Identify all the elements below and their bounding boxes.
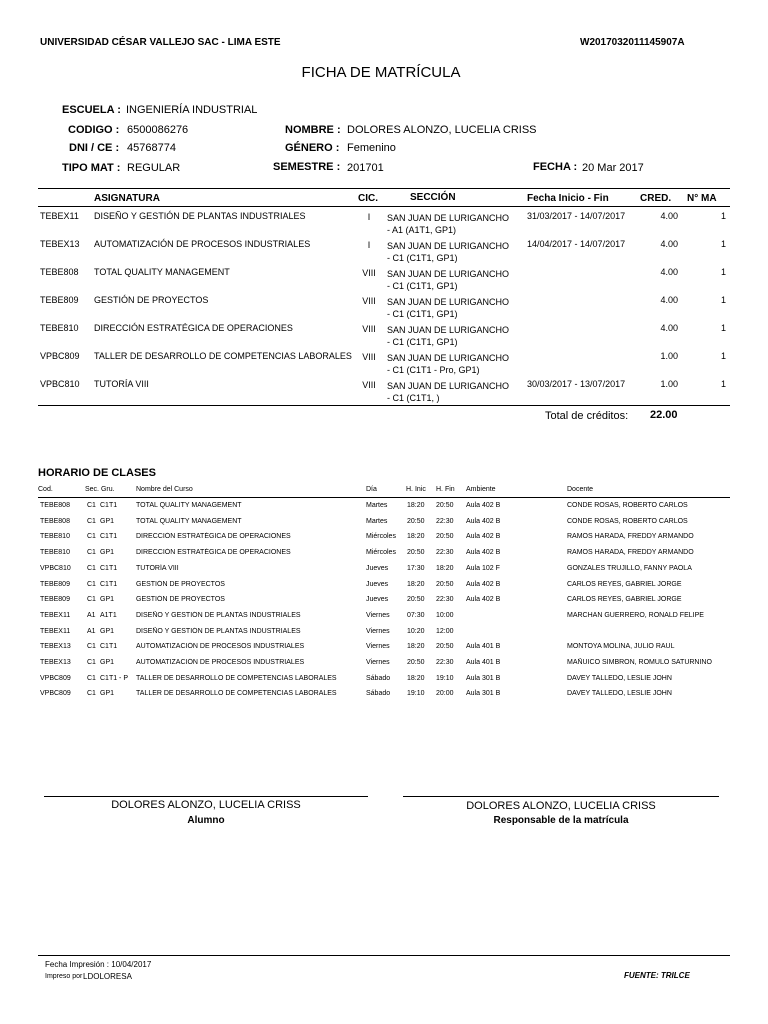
schedule-section: A1: [87, 627, 96, 635]
course-code: VPBC810: [40, 379, 80, 389]
schedule-section: C1: [87, 659, 96, 666]
schedule-day: Martes: [366, 517, 388, 525]
schedule-section: C1: [87, 580, 96, 588]
schedule-room: Aula 402 B: [466, 596, 501, 604]
schedule-group: C1T1: [100, 580, 118, 588]
course-nma: 1: [720, 239, 726, 249]
total-creditos-label: Total de créditos:: [545, 410, 629, 422]
course-section-detail: - C1 (C1T1, ): [387, 393, 440, 403]
schedule-group: GP1: [100, 659, 115, 666]
schedule-group: GP1: [100, 549, 115, 557]
schedule-start: 07:30: [407, 611, 425, 619]
schedule-section: C1: [87, 502, 96, 509]
schedule-section: C1: [87, 549, 96, 557]
table-bottom-rule: [38, 405, 730, 406]
tipo-mat-label: TIPO MAT :: [62, 162, 121, 174]
course-section-detail: - A1 (A1T1, GP1): [387, 225, 457, 235]
schedule-start: 20:50: [407, 659, 425, 666]
col-nma: N° MA: [687, 193, 717, 204]
schedule-day: Viernes: [366, 627, 390, 635]
schedule-course: TUTORÍA VIII: [136, 564, 179, 572]
genero-value: Femenino: [347, 142, 396, 154]
course-cic: VIII: [362, 352, 376, 362]
schedule-teacher: CARLOS REYES, GABRIEL JORGE: [567, 580, 682, 588]
schedule-day: Miércoles: [366, 533, 396, 541]
course-name: AUTOMATIZACIÓN DE PROCESOS INDUSTRIALES: [94, 239, 311, 249]
course-section: SAN JUAN DE LURIGANCHO: [387, 269, 510, 279]
schedule-course: DIRECCIÓN ESTRATÉGICA DE OPERACIONES: [136, 533, 291, 541]
schedule-end: 20:50: [436, 643, 454, 651]
course-credits: 4.00: [660, 295, 678, 305]
schedule-end: 18:20: [436, 564, 454, 572]
schedule-course: AUTOMATIZACIÓN DE PROCESOS INDUSTRIALES: [136, 643, 305, 651]
schedule-day: Miércoles: [366, 549, 396, 557]
schedule-course: DISEÑO Y GESTIÓN DE PLANTAS INDUSTRIALES: [136, 611, 301, 619]
schedule-teacher: MONTOYA MOLINA, JULIO RAUL: [567, 643, 675, 651]
schedule-section: A1: [87, 611, 96, 619]
schedule-teacher: RAMOS HARADA, FREDDY ARMANDO: [567, 533, 694, 541]
schedule-code: TEBEX11: [40, 611, 71, 619]
schedule-start: 18:20: [407, 502, 425, 509]
schedule-teacher: DAVEY TALLEDO, LESLIE JOHN: [567, 674, 672, 682]
schedule-start: 20:50: [407, 596, 425, 604]
schedule-end: 20:50: [436, 533, 454, 541]
schedule-room: Aula 301 B: [466, 690, 501, 698]
schedule-start: 18:20: [407, 674, 425, 682]
schedule-start: 10:20: [407, 627, 425, 635]
course-cic: I: [367, 240, 371, 250]
table-header-rule: [38, 206, 730, 207]
semestre-label: SEMESTRE :: [273, 161, 341, 173]
schedule-title: HORARIO DE CLASES: [38, 467, 156, 479]
escuela-label: ESCUELA :: [62, 104, 121, 116]
schedule-code: TEBE809: [40, 580, 70, 588]
institution-name: UNIVERSIDAD CÉSAR VALLEJO SAC - LIMA ESTE: [40, 37, 281, 48]
dni-value: 45768774: [127, 142, 176, 154]
course-cic: VIII: [362, 380, 376, 390]
course-credits: 4.00: [660, 211, 678, 221]
course-code: TEBEX11: [40, 211, 79, 221]
document-code: W2017032011145907A: [580, 37, 685, 48]
schedule-course: GESTIÓN DE PROYECTOS: [136, 596, 225, 604]
signature-left-name: DOLORES ALONZO, LUCELIA CRISS: [111, 799, 301, 811]
course-section-detail: - C1 (C1T1, GP1): [387, 337, 458, 347]
table-top-rule: [38, 188, 730, 189]
course-cic: VIII: [362, 296, 376, 306]
printed-by-label: Impreso por: [45, 973, 83, 980]
course-dates: 14/04/2017 - 14/07/2017: [527, 239, 626, 249]
course-nma: 1: [720, 323, 726, 333]
schedule-code: TEBEX13: [40, 659, 71, 666]
course-section-detail: - C1 (C1T1 - Pro, GP1): [387, 365, 480, 375]
schedule-room: Aula 401 B: [466, 643, 501, 651]
course-nma: 1: [720, 267, 726, 277]
schedule-course: DISEÑO Y GESTIÓN DE PLANTAS INDUSTRIALES: [136, 627, 301, 635]
fecha-value: 20 Mar 2017: [582, 162, 644, 174]
genero-label: GÉNERO :: [285, 142, 340, 154]
schedule-end: 22:30: [436, 596, 454, 604]
schedule-room: Aula 102 F: [466, 564, 500, 572]
col-asignatura: ASIGNATURA: [94, 193, 160, 204]
signature-right-name: DOLORES ALONZO, LUCELIA CRISS: [466, 800, 656, 812]
schedule-end: 12:00: [436, 627, 454, 635]
signature-line-left: [44, 796, 368, 797]
schedule-room: Aula 402 B: [466, 517, 501, 525]
schedule-teacher: CONDE ROSAS, ROBERTO CARLOS: [567, 517, 688, 525]
schedule-section: C1: [87, 517, 96, 525]
schedule-group: C1T1 - P: [100, 674, 129, 682]
schedule-course: AUTOMATIZACIÓN DE PROCESOS INDUSTRIALES: [136, 659, 305, 666]
schedule-day: Viernes: [366, 659, 390, 666]
schedule-room: Aula 402 B: [466, 580, 501, 588]
schedule-day: Jueves: [366, 580, 389, 588]
col-seccion: SECCIÓN: [410, 192, 456, 203]
schedule-teacher: MAÑUICO SIMBRON, ROMULO SATURNINO: [567, 659, 712, 666]
course-name: GESTIÓN DE PROYECTOS: [94, 295, 209, 305]
schedule-section: C1: [87, 564, 96, 572]
course-section-detail: - C1 (C1T1, GP1): [387, 309, 458, 319]
course-name: TOTAL QUALITY MANAGEMENT: [94, 267, 230, 277]
schedule-code: TEBE810: [40, 549, 70, 557]
schedule-end: 22:30: [436, 517, 454, 525]
schedule-group: C1T1: [100, 564, 118, 572]
schedule-day: Martes: [366, 502, 388, 509]
sch-col-ambiente: Ambiente: [466, 486, 496, 493]
schedule-end: 19:10: [436, 674, 454, 682]
schedule-group: GP1: [100, 596, 115, 604]
schedule-room: Aula 402 B: [466, 502, 501, 509]
schedule-group: C1T1: [100, 643, 118, 651]
schedule-section: C1: [87, 690, 96, 698]
schedule-day: Jueves: [366, 564, 389, 572]
schedule-day: Viernes: [366, 611, 390, 619]
schedule-room: Aula 402 B: [466, 549, 501, 557]
schedule-code: VPBC810: [40, 564, 71, 572]
schedule-header-rule: [38, 497, 730, 498]
schedule-code: TEBE809: [40, 596, 70, 604]
schedule-course: TALLER DE DESARROLLO DE COMPETENCIAS LABORALES: [136, 690, 337, 698]
course-code: TEBEX13: [40, 239, 80, 249]
schedule-day: Sábado: [366, 690, 391, 698]
total-creditos-value: 22.00: [650, 409, 678, 421]
course-credits: 1.00: [660, 379, 678, 389]
course-cic: VIII: [362, 324, 376, 334]
sch-col-docente: Docente: [567, 486, 594, 493]
col-cic: CIC.: [358, 193, 378, 204]
schedule-course: TALLER DE DESARROLLO DE COMPETENCIAS LABORALES: [136, 674, 337, 682]
schedule-section: C1: [87, 674, 96, 682]
schedule-room: Aula 402 B: [466, 533, 501, 541]
course-section-detail: - C1 (C1T1, GP1): [387, 253, 458, 263]
escuela-value: INGENIERÍA INDUSTRIAL: [126, 104, 258, 116]
schedule-end: 22:30: [436, 549, 454, 557]
signature-left-role: Alumno: [187, 815, 225, 826]
sch-col-hfin: H. Fin: [436, 486, 455, 493]
codigo-label: CODIGO :: [68, 124, 120, 136]
course-name: DIRECCIÓN ESTRATÉGICA DE OPERACIONES: [94, 323, 293, 333]
course-credits: 4.00: [660, 239, 678, 249]
course-section: SAN JUAN DE LURIGANCHO: [387, 297, 510, 307]
schedule-teacher: GONZALES TRUJILLO, FANNY PAOLA: [567, 564, 692, 572]
course-name: DISEÑO Y GESTIÓN DE PLANTAS INDUSTRIALES: [94, 211, 306, 221]
schedule-course: TOTAL QUALITY MANAGEMENT: [136, 517, 242, 525]
course-section-detail: - C1 (C1T1, GP1): [387, 281, 458, 291]
course-cic: I: [367, 212, 371, 222]
schedule-teacher: MARCHAN GUERRERO, RONALD FELIPE: [567, 611, 704, 619]
schedule-teacher: CONDE ROSAS, ROBERTO CARLOS: [567, 502, 688, 509]
signature-line-right: [403, 796, 719, 797]
schedule-group: C1T1: [100, 533, 118, 541]
footer-rule: [38, 955, 730, 956]
printed-by-value: LDOLORESA: [83, 972, 132, 981]
schedule-group: GP1: [100, 690, 115, 698]
course-nma: 1: [720, 351, 726, 361]
course-name: TUTORÍA VIII: [94, 379, 149, 389]
schedule-group: C1T1: [100, 502, 118, 509]
schedule-day: Jueves: [366, 596, 389, 604]
schedule-start: 20:50: [407, 549, 425, 557]
schedule-section: C1: [87, 533, 96, 541]
schedule-start: 18:20: [407, 533, 425, 541]
course-credits: 1.00: [660, 351, 678, 361]
codigo-value: 6500086276: [127, 124, 189, 136]
nombre-value: DOLORES ALONZO, LUCELIA CRISS: [347, 124, 537, 136]
schedule-end: 22:30: [436, 659, 454, 666]
sch-col-dia: Día: [366, 486, 377, 493]
nombre-label: NOMBRE :: [285, 124, 341, 136]
schedule-end: 20:00: [436, 690, 454, 698]
dni-label: DNI / CE :: [69, 142, 120, 154]
schedule-room: Aula 301 B: [466, 674, 501, 682]
schedule-code: VPBC809: [40, 674, 71, 682]
course-code: TEBE808: [40, 267, 79, 277]
sch-col-cod: Cod.: [38, 486, 53, 493]
schedule-group: GP1: [100, 517, 115, 525]
schedule-group: A1T1: [100, 611, 117, 619]
print-date: Fecha Impresión : 10/04/2017: [45, 960, 152, 969]
schedule-code: TEBE808: [40, 502, 70, 509]
schedule-room: Aula 401 B: [466, 659, 501, 666]
course-credits: 4.00: [660, 323, 678, 333]
course-section: SAN JUAN DE LURIGANCHO: [387, 241, 510, 251]
schedule-end: 20:50: [436, 580, 454, 588]
schedule-start: 18:20: [407, 580, 425, 588]
page-title: FICHA DE MATRÍCULA: [301, 64, 461, 81]
course-section: SAN JUAN DE LURIGANCHO: [387, 213, 510, 223]
schedule-code: VPBC809: [40, 690, 71, 698]
schedule-course: GESTIÓN DE PROYECTOS: [136, 580, 225, 588]
course-dates: 30/03/2017 - 13/07/2017: [527, 379, 626, 389]
course-nma: 1: [720, 211, 726, 221]
sch-col-sec: Sec. Gru.: [85, 486, 115, 493]
schedule-course: TOTAL QUALITY MANAGEMENT: [136, 502, 242, 509]
course-cic: VIII: [362, 268, 376, 278]
schedule-code: TEBE810: [40, 533, 70, 541]
schedule-group: GP1: [100, 627, 115, 635]
schedule-code: TEBE808: [40, 517, 70, 525]
course-section: SAN JUAN DE LURIGANCHO: [387, 381, 510, 391]
signature-right-role: Responsable de la matrícula: [493, 815, 629, 826]
course-name: TALLER DE DESARROLLO DE COMPETENCIAS LABORALES: [94, 351, 352, 361]
fecha-label: FECHA :: [533, 161, 578, 173]
schedule-end: 10:00: [436, 611, 454, 619]
schedule-day: Viernes: [366, 643, 390, 651]
schedule-section: C1: [87, 643, 96, 651]
course-code: TEBE810: [40, 323, 79, 333]
course-nma: 1: [720, 379, 726, 389]
col-cred: CRED.: [640, 193, 672, 204]
schedule-start: 17:30: [407, 564, 425, 572]
schedule-course: DIRECCIÓN ESTRATÉGICA DE OPERACIONES: [136, 549, 291, 557]
course-nma: 1: [720, 295, 726, 305]
schedule-start: 19:10: [407, 690, 425, 698]
source-label: FUENTE: TRILCE: [624, 971, 690, 980]
semestre-value: 201701: [347, 162, 384, 174]
schedule-day: Sábado: [366, 674, 391, 682]
course-section: SAN JUAN DE LURIGANCHO: [387, 325, 510, 335]
schedule-teacher: CARLOS REYES, GABRIEL JORGE: [567, 596, 682, 604]
course-dates: 31/03/2017 - 14/07/2017: [527, 211, 626, 221]
tipo-mat-value: REGULAR: [127, 162, 181, 174]
course-code: TEBE809: [40, 295, 79, 305]
schedule-teacher: RAMOS HARADA, FREDDY ARMANDO: [567, 549, 694, 557]
course-code: VPBC809: [40, 351, 80, 361]
sch-col-hinic: H. Inic: [406, 486, 426, 493]
schedule-code: TEBEX13: [40, 643, 71, 651]
course-section: SAN JUAN DE LURIGANCHO: [387, 353, 510, 363]
sch-col-nombre: Nombre del Curso: [136, 486, 193, 493]
schedule-teacher: DAVEY TALLEDO, LESLIE JOHN: [567, 690, 672, 698]
schedule-code: TEBEX11: [40, 627, 71, 635]
schedule-section: C1: [87, 596, 96, 604]
col-fecha: Fecha Inicio - Fin: [527, 193, 609, 204]
schedule-start: 18:20: [407, 643, 425, 651]
schedule-end: 20:50: [436, 502, 454, 509]
course-credits: 4.00: [660, 267, 678, 277]
schedule-start: 20:50: [407, 517, 425, 525]
